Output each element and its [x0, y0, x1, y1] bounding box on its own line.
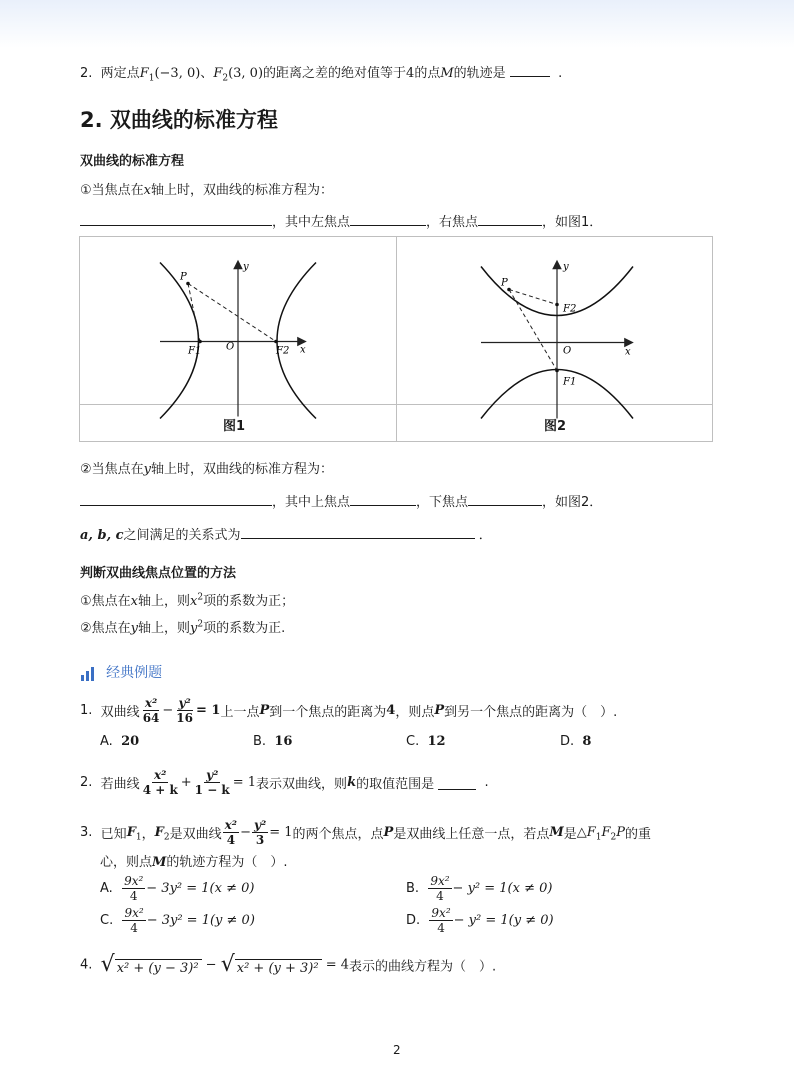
fraction: $\frac{\text{y²}}{16}$: [176, 696, 193, 725]
example-3-option-a[interactable]: A. $\frac{\text{9x²}}{4}$ − 3y² = 1(x ≠ 0): [100, 874, 255, 903]
equation-blank[interactable]: [80, 212, 272, 226]
example-3-option-d[interactable]: D. $\frac{\text{9x²}}{4}$ − y² = 1(y ≠ 0): [406, 906, 554, 935]
fraction: $\frac{\text{x²}}{64}$: [142, 696, 160, 725]
label-x: x: [625, 346, 631, 358]
bar-chart-icon: [80, 666, 96, 682]
subsection-title: 判断双曲线焦点位置的方法: [80, 566, 237, 581]
point-p: [507, 288, 511, 292]
label-y: y: [243, 261, 249, 273]
right-branch: [277, 263, 316, 419]
dashed-p-f1: [188, 284, 200, 342]
label-f2: F2: [276, 345, 290, 357]
figure-2-hyperbola-y: [397, 237, 713, 443]
equation-blank[interactable]: [80, 492, 272, 506]
dashed-p-f2: [188, 284, 276, 342]
example-1-option-d[interactable]: D. 8: [560, 734, 592, 749]
left-branch: [160, 263, 202, 419]
square-root: √ x² + (y − 3)²: [101, 954, 202, 976]
example-4: 4. √ x² + (y − 3)² − √ x² + (y + 3)² = 4表示的曲线方程为（ ）.: [80, 952, 497, 977]
dashed-p-f1: [509, 290, 557, 371]
page-number: 2: [393, 1043, 401, 1057]
answer-blank[interactable]: [510, 63, 550, 77]
figure-2-caption: 图2: [544, 419, 567, 434]
example-1-option-c[interactable]: C. 12: [406, 734, 446, 749]
label-o: O: [226, 341, 235, 353]
rule-x-focus: ①焦点在x轴上，则$x^2$项的系数为正；: [80, 592, 295, 609]
section-title: 2. 双曲线的标准方程: [80, 108, 278, 132]
label-p: P: [180, 271, 187, 283]
focus-f1: [198, 340, 202, 344]
fraction: $\frac{\text{x²}}{4}$: [224, 818, 238, 847]
right-focus-blank[interactable]: [478, 212, 542, 226]
rule-y-focus: ②焦点在y轴上，则$y^2$项的系数为正.: [80, 619, 286, 636]
top-gradient-band: [0, 0, 794, 48]
focus-f2: [555, 303, 559, 307]
example-1-option-a[interactable]: A. 20: [100, 734, 140, 749]
example-1: 1. 双曲线 $\frac{\text{x²}}{64}$ − $\frac{\text{y²}}{16}$ = 1上一点P到一个焦点的距离为4，则点P到另一个焦点的距离为（ ）.: [80, 696, 618, 725]
label-f1: F1: [563, 376, 577, 388]
focus-f1: [555, 369, 559, 373]
example-3-option-b[interactable]: B. $\frac{\text{9x²}}{4}$ − y² = 1(x ≠ 0): [406, 874, 553, 903]
example-1-option-b[interactable]: B. 16: [253, 734, 293, 749]
example-2: 2. 若曲线 $\frac{\text{x²}}{4 + k}$ + $\frac{\text{y²}}{1 - k}$ = 1表示双曲线，则k的取值范围是 .: [80, 768, 489, 797]
subsection-title: 双曲线的标准方程: [80, 154, 185, 169]
y-axis-focus-line: ②当焦点在y轴上时，双曲线的标准方程为：: [80, 462, 334, 477]
example-3: 3. 已知$F_1$，$F_2$是双曲线 $\frac{\text{x²}}{4}$ − $\frac{\text{y²}}{3}$ = 1的两个焦点，点P是双曲线上任意一点，若点M是$\triangle F_1F_2P$的重: [80, 818, 652, 847]
figure-1-hyperbola-x: [80, 237, 396, 443]
lower-focus-blank[interactable]: [468, 492, 542, 506]
upper-focus-blank[interactable]: [350, 492, 416, 506]
example-3-line-2: 心，则点M的轨迹方程为（ ）.: [100, 855, 288, 870]
focus-f2: [274, 340, 278, 344]
fraction: $\frac{\text{y²}}{3}$: [253, 818, 267, 847]
x-axis-focus-line: ①当焦点在x轴上时，双曲线的标准方程为：: [80, 183, 334, 198]
examples-header: 经典例题: [80, 662, 162, 682]
y-axis-blanks-line: ，其中上焦点 ，下焦点 ，如图2．: [80, 491, 602, 510]
square-root: √ x² + (y + 3)²: [221, 954, 322, 976]
example-3-option-c[interactable]: C. $\frac{\text{9x²}}{4}$ − 3y² = 1(y ≠ 0): [100, 906, 255, 935]
left-focus-blank[interactable]: [350, 212, 426, 226]
point-p: [186, 282, 190, 286]
relation-blank[interactable]: [241, 525, 475, 539]
fraction: $\frac{\text{x²}}{4 + k}$: [142, 768, 178, 797]
label-y: y: [563, 261, 569, 273]
x-axis-blanks-line: ，其中左焦点 ，右焦点 ，如图1．: [80, 211, 602, 230]
label-o: O: [563, 345, 572, 357]
label-f1: F1: [188, 345, 202, 357]
label-x: x: [300, 344, 306, 356]
fraction: $\frac{\text{y²}}{1 - k}$: [194, 768, 230, 797]
answer-blank[interactable]: [438, 776, 476, 790]
intro-question-2: 2. 两定点$F_1(-3$, 0)、$F_2(3$, 0)的距离之差的绝对值等于4的点M的轨迹是 .: [80, 62, 562, 84]
label-f2: F2: [563, 303, 577, 315]
abc-relation-line: a, b, c之间满足的关系式为 ．: [80, 524, 492, 543]
figure-1-caption: 图1: [223, 419, 246, 434]
figure-table: [79, 236, 713, 442]
label-p: P: [501, 277, 508, 289]
